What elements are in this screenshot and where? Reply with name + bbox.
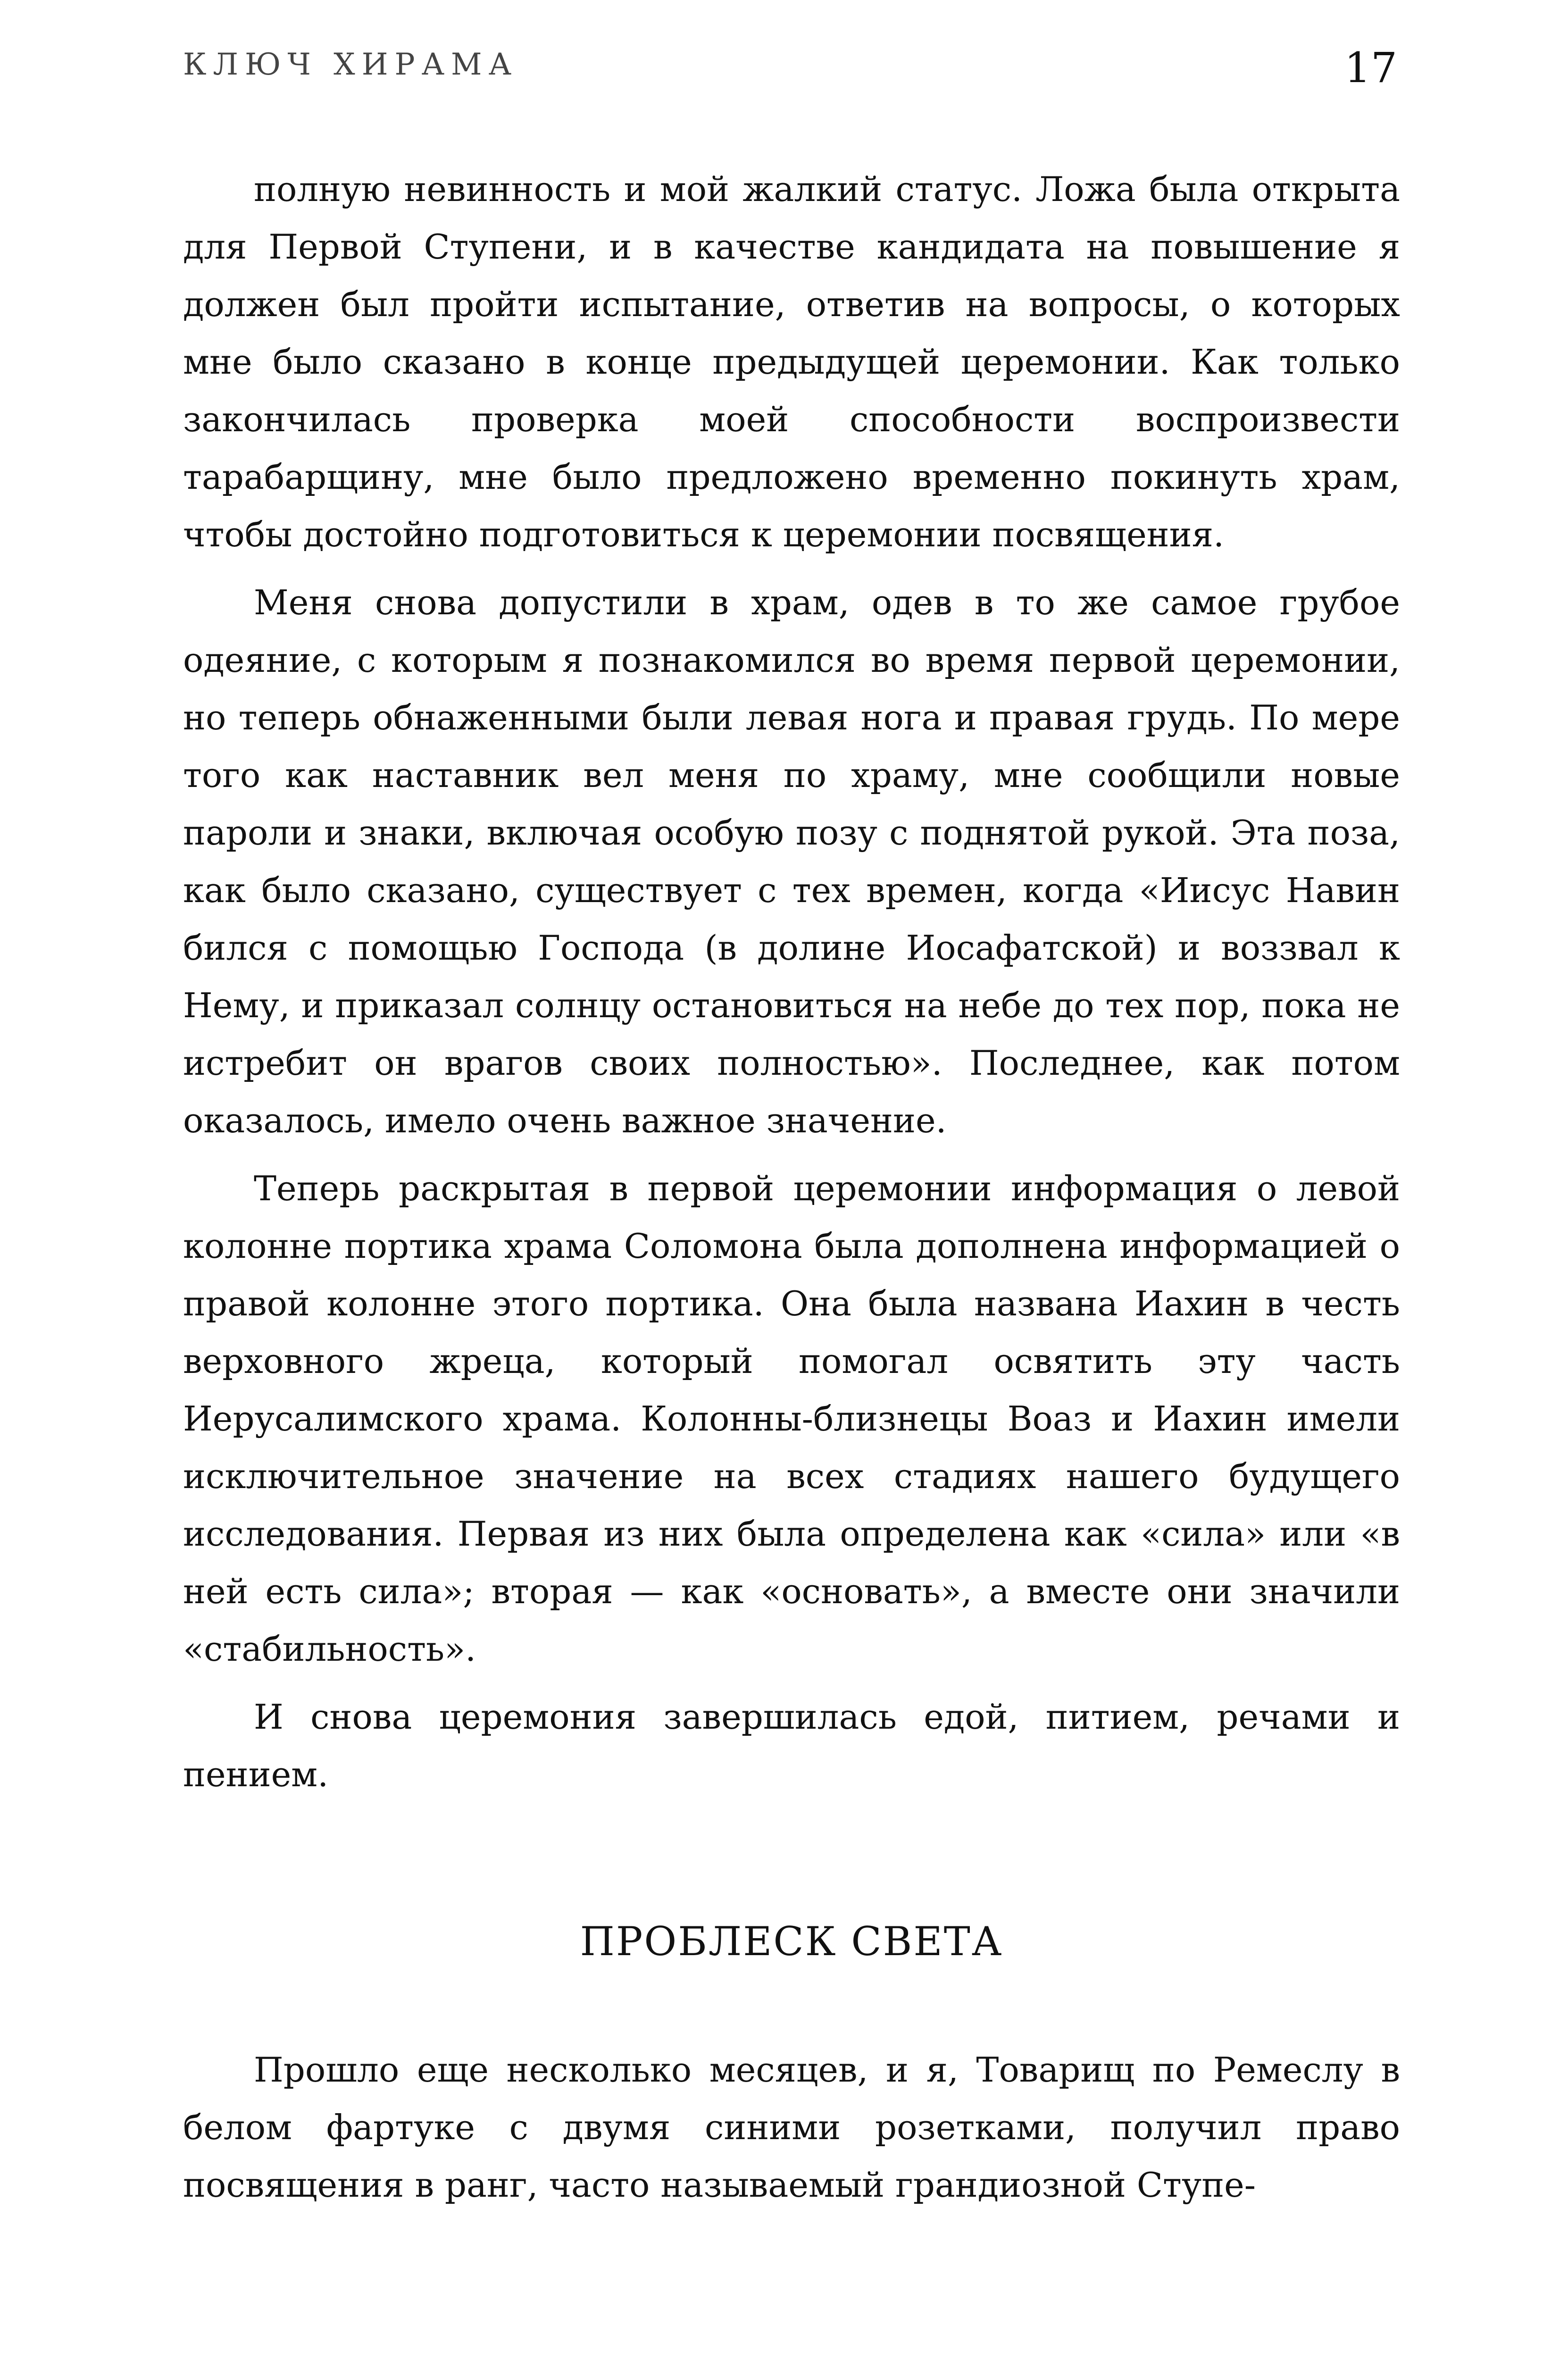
paragraph: полную невинность и мой жалкий статус. Ложа была открыта для Первой Ступени, и в качестве кандидата на повышение я должен был пройти испытание, ответив на вопросы, о которых мне было сказано в конце предыдущей церемонии. Как только закончилась проверка моей способности воспроизвести тарабарщину, мне было предложено временно покинуть храм, чтобы достойно подготовиться к церемонии посвящения. — [183, 169, 1400, 554]
page-number: 17 — [1344, 43, 1397, 92]
running-head: КЛЮЧ ХИРАМА — [183, 47, 518, 82]
paragraph: Меня снова допустили в храм, одев в то же самое грубое одеяние, с которым я познакомился во время первой церемонии, но теперь обнаженными были левая нога и правая грудь. По мере того как наставник вел меня по храму, мне сообщили новые пароли и знаки, включая особую позу с поднятой рукой. Эта поза, как было сказано, существует с тех времен, когда «Иисус Навин бился с помощью Господа (в долине Иосафатской) и воззвал к Нему, и приказал солнцу остановиться на небе до тех пор, пока не истребит он врагов своих полностью». Последнее, как потом оказалось, имело очень важное значение. — [183, 583, 1400, 1140]
section-heading: ПРОБЛЕСК СВЕТА — [580, 1918, 1003, 1965]
paragraph: И снова церемония завершилась едой, питием, речами и пением. — [183, 1697, 1400, 1794]
paragraph: Прошло еще несколько месяцев, и я, Товарищ по Ремеслу в белом фартуке с двумя синими розетками, получил право посвящения в ранг, часто называемый грандиозной Ступе- — [183, 2050, 1400, 2205]
body-text — [183, 160, 1400, 2224]
paragraph: Теперь раскрытая в первой церемонии информация о левой колонне портика храма Соломона была дополнена информацией о правой колонне этого портика. Она была названа Иахин в честь верховного жреца, который помогал освятить эту часть Иерусалимского храма. Колонны-близнецы Воаз и Иахин имели исключительное значение на всех стадиях нашего будущего исследования. Первая из них была определена как «сила» или «в ней есть сила»; вторая — как «основать», а вместе они значили «стабильность». — [183, 1169, 1400, 1669]
